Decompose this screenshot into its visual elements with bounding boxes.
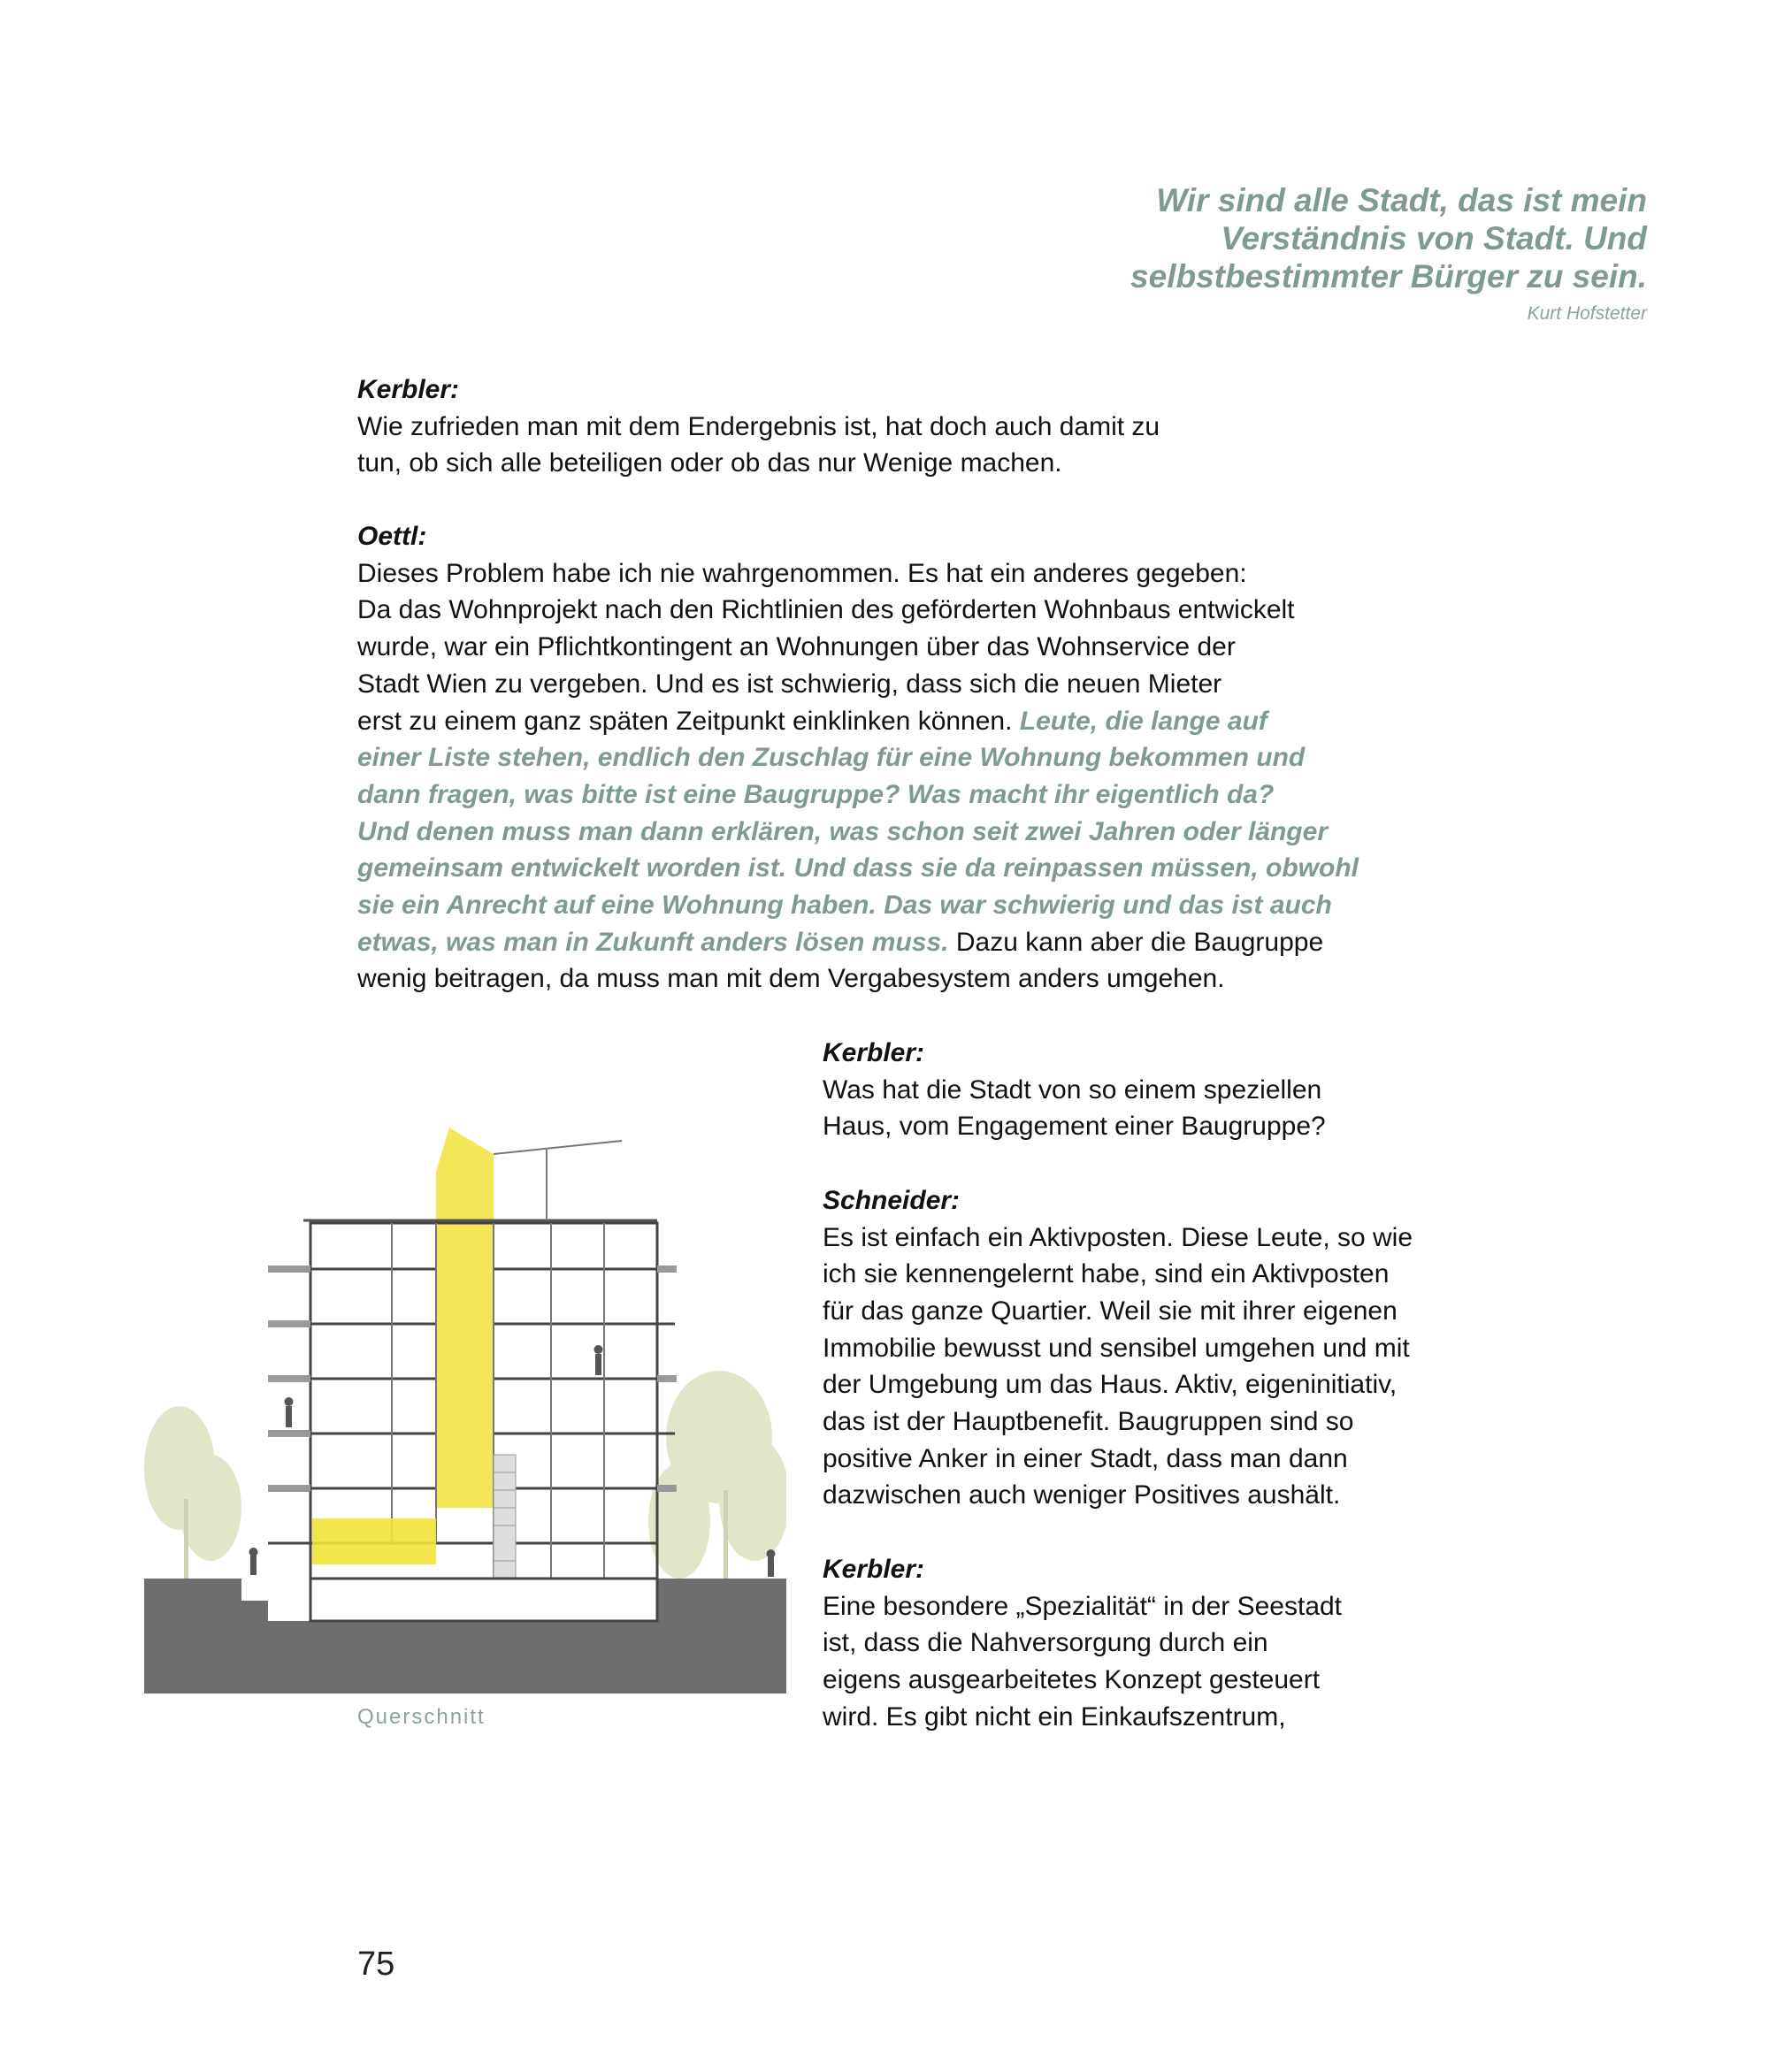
body-line: Wie zufrieden man mit dem Endergebnis ist, hat doch auch damit zu bbox=[357, 411, 1160, 441]
body-line: Dieses Problem habe ich nie wahrgenommen. Es hat ein anderes gegeben: bbox=[357, 558, 1247, 588]
spacer bbox=[823, 1145, 1413, 1182]
basement bbox=[310, 1579, 657, 1621]
pull-quote bbox=[1028, 181, 1647, 295]
speaker-label: Kerbler: bbox=[823, 1038, 925, 1067]
highlight-line: Und denen muss man dann erklären, was schon seit zwei Jahren oder länger bbox=[357, 816, 1328, 846]
body-line bbox=[357, 924, 1359, 961]
body-line: ich sie kennengelernt habe, sind ein Aktivposten bbox=[823, 1259, 1390, 1289]
speaker-label: Oettl: bbox=[357, 522, 427, 551]
body-line: wurde, war ein Pflichtkontingent an Wohnungen über das Wohnservice der bbox=[357, 632, 1236, 662]
highlight-line: dann fragen, was bitte ist eine Baugruppe? Was macht ihr eigentlich da? bbox=[357, 779, 1275, 809]
highlight-line: gemeinsam entwickelt worden ist. Und dass sie da reinpassen müssen, obwohl bbox=[357, 853, 1359, 883]
ground-floor-highlight bbox=[312, 1518, 436, 1564]
body-text: Dazu kann aber die Baugruppe bbox=[948, 927, 1324, 957]
body-line: Was hat die Stadt von so einem speziellen bbox=[823, 1074, 1322, 1105]
speaker-label: Kerbler: bbox=[823, 1554, 925, 1584]
pull-quote-line: Verständnis von Stadt. Und bbox=[1221, 220, 1647, 256]
highlight-line: sie ein Anrecht auf eine Wohnung haben. Das war schwierig und das ist auch bbox=[357, 891, 1332, 921]
quote-author: Kurt Hofstetter bbox=[1527, 303, 1647, 324]
body-line: für das ganze Quartier. Weil sie mit ihrer eigenen bbox=[823, 1296, 1398, 1326]
dialogue-kerbler-1 bbox=[357, 371, 1160, 482]
body-line: dazwischen auch weniger Positives aushält. bbox=[823, 1480, 1341, 1510]
dialogue-oettl bbox=[357, 518, 1359, 998]
speaker-label: Kerbler: bbox=[357, 375, 460, 404]
body-line: Immobilie bewusst und sensibel umgehen und mit bbox=[823, 1333, 1410, 1363]
pull-quote-line: Wir sind alle Stadt, das ist mein bbox=[1156, 182, 1647, 218]
body-line: wird. Es gibt nicht ein Einkaufszentrum, bbox=[823, 1701, 1286, 1732]
body-line: Es ist einfach ein Aktivposten. Diese Leute, so wie bbox=[823, 1222, 1413, 1252]
body-line: der Umgebung um das Haus. Aktiv, eigeninitiativ, bbox=[823, 1370, 1398, 1400]
page-number: 75 bbox=[357, 1946, 395, 1983]
speaker-label: Schneider: bbox=[823, 1185, 961, 1215]
body-line: das ist der Hauptbenefit. Baugruppen sind so bbox=[823, 1407, 1354, 1437]
dialogue-column bbox=[823, 1035, 1413, 1735]
body-line: ist, dass die Nahversorgung durch ein bbox=[823, 1628, 1268, 1658]
body-line: positive Anker in einer Stadt, dass man dann bbox=[823, 1443, 1348, 1473]
figure-caption: Querschnitt bbox=[357, 1705, 486, 1729]
body-text: erst zu einem ganz späten Zeitpunkt einklinken können. bbox=[357, 706, 1020, 736]
highlight-text: etwas, was man in Zukunft anders lösen muss. bbox=[357, 927, 949, 957]
canopy-line bbox=[494, 1141, 622, 1154]
pull-quote-line: selbstbestimmter Bürger zu sein. bbox=[1130, 258, 1647, 294]
body-line: tun, ob sich alle beteiligen oder ob das nur Wenige machen. bbox=[357, 448, 1062, 478]
highlight-text: Leute, die lange auf bbox=[1019, 706, 1267, 736]
body-line: wenig beitragen, da muss man mit dem Vergabesystem anders umgehen. bbox=[357, 964, 1225, 994]
body-line: eigens ausgearbeitetes Konzept gesteuert bbox=[823, 1664, 1321, 1694]
body-line: Haus, vom Engagement einer Baugruppe? bbox=[823, 1112, 1326, 1142]
light-shaft bbox=[436, 1128, 494, 1508]
cross-section-drawing bbox=[144, 1119, 786, 1694]
body-line: Da das Wohnprojekt nach den Richtlinien des geförderten Wohnbaus entwickelt bbox=[357, 595, 1295, 625]
body-line: Eine besondere „Spezialität“ in der Seestadt bbox=[823, 1591, 1343, 1621]
highlight-line: einer Liste stehen, endlich den Zuschlag für eine Wohnung bekommen und bbox=[357, 743, 1306, 773]
body-line: Stadt Wien zu vergeben. Und es ist schwierig, dass sich die neuen Mieter bbox=[357, 669, 1222, 699]
spacer bbox=[823, 1514, 1413, 1551]
body-line bbox=[357, 703, 1359, 740]
